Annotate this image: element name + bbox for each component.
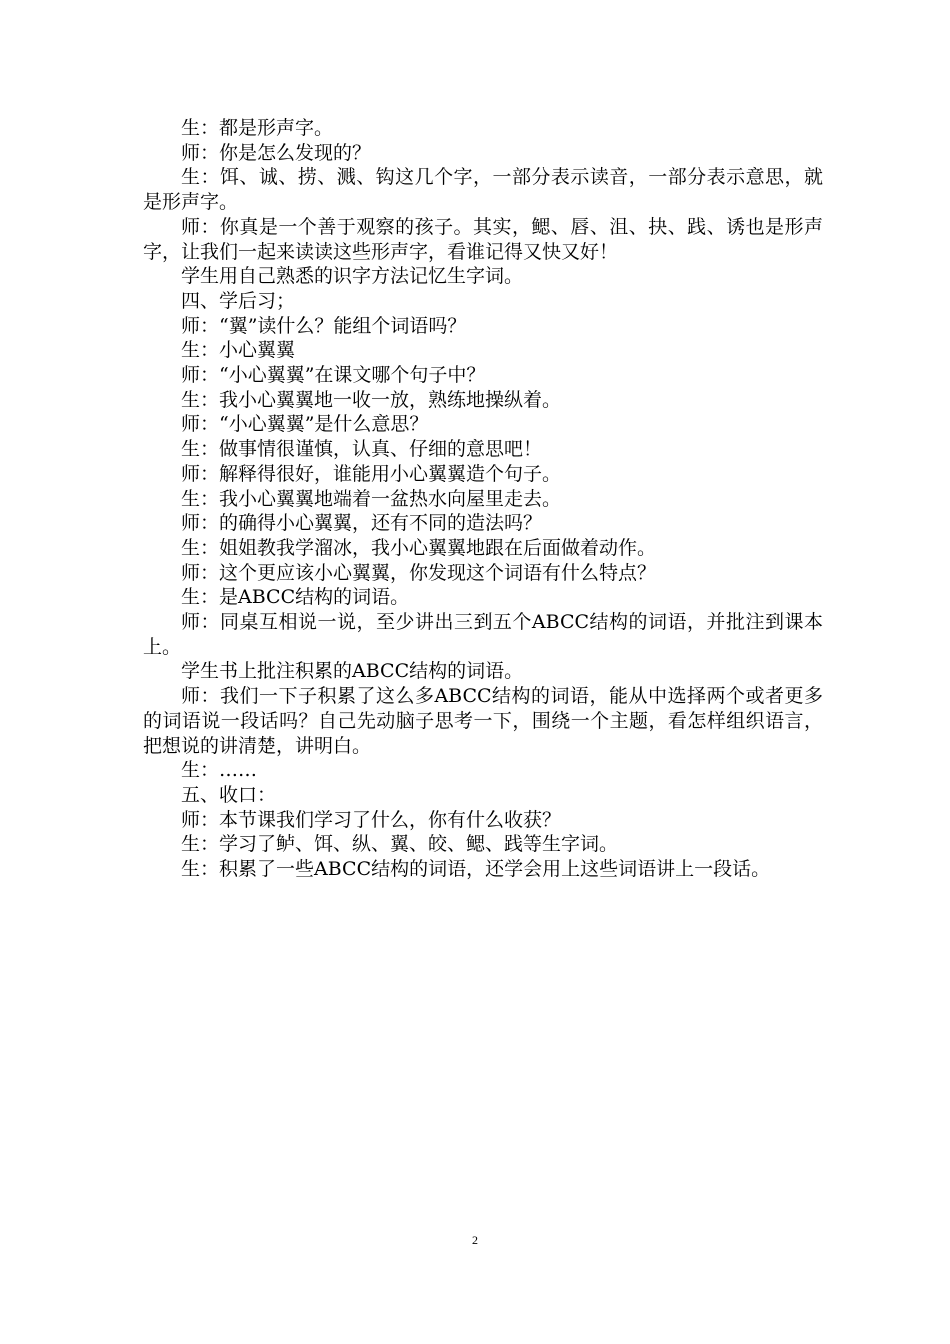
paragraph: 生：…… xyxy=(181,759,258,782)
paragraph: 生：我小心翼翼地端着一盆热水向屋里走去。 xyxy=(181,487,562,510)
paragraph: 师：你真是一个善于观察的孩子。其实，鳃、唇、沮、抉、践、诱也是形声字，让我们一起来读读这些形声字，看谁记得又快又好！ xyxy=(143,215,823,263)
paragraph: 师：这个更应该小心翼翼，你发现这个词语有什么特点？ xyxy=(181,561,657,584)
paragraph: 师：“小心翼翼”是什么意思？ xyxy=(181,413,429,436)
paragraph: 师：的确得小心翼翼，还有不同的造法吗？ xyxy=(181,512,543,535)
paragraph: 师：同桌互相说一说，至少讲出三到五个ABCC结构的词语，并批注到课本上。 xyxy=(143,611,823,658)
paragraph: 师：我们一下子积累了这么多ABCC结构的词语，能从中选择两个或者更多的词语说一段话吗？自己先动脑子思考一下，围绕一个主题，看怎样组织语言，把想说的讲清楚，讲明白。 xyxy=(143,685,823,757)
paragraph: 学生书上批注积累的ABCC结构的词语。 xyxy=(181,660,524,683)
section-heading: 五、收口： xyxy=(181,783,277,806)
paragraph: 师：解释得很好，谁能用小心翼翼造个句子。 xyxy=(181,462,562,485)
paragraph: 生：积累了一些ABCC结构的词语，还学会用上这些词语讲上一段话。 xyxy=(181,858,771,881)
paragraph: 生：小心翼翼 xyxy=(181,339,296,362)
paragraph: 生：是ABCC结构的词语。 xyxy=(181,586,410,609)
paragraph: 师：“小心翼翼”在课文哪个句子中？ xyxy=(181,364,486,387)
paragraph: 生：饵、诚、捞、溅、钩这几个字，一部分表示读音，一部分表示意思，就是形声字。 xyxy=(143,166,823,214)
body-text xyxy=(143,116,823,882)
paragraph: 师：本节课我们学习了什么，你有什么收获？ xyxy=(181,808,562,831)
paragraph: 生：做事情很谨慎，认真、仔细的意思吧！ xyxy=(181,438,543,461)
paragraph: 师：“翼”读什么？能组个词语吗？ xyxy=(181,314,467,337)
paragraph: 生：都是形声字。 xyxy=(181,117,334,139)
paragraph: 学生用自己熟悉的识字方法记忆生字词。 xyxy=(181,265,524,288)
paragraph: 生：姐姐教我学溜冰，我小心翼翼地跟在后面做着动作。 xyxy=(181,536,657,559)
page-number: 2 xyxy=(472,1233,478,1247)
section-heading: 四、学后习； xyxy=(181,289,296,312)
paragraph: 师：你是怎么发现的？ xyxy=(181,141,372,164)
paragraph: 生：我小心翼翼地一收一放，熟练地操纵着。 xyxy=(181,388,562,411)
paragraph: 生：学习了鲈、饵、纵、翼、皎、鳃、践等生字词。 xyxy=(181,833,619,856)
